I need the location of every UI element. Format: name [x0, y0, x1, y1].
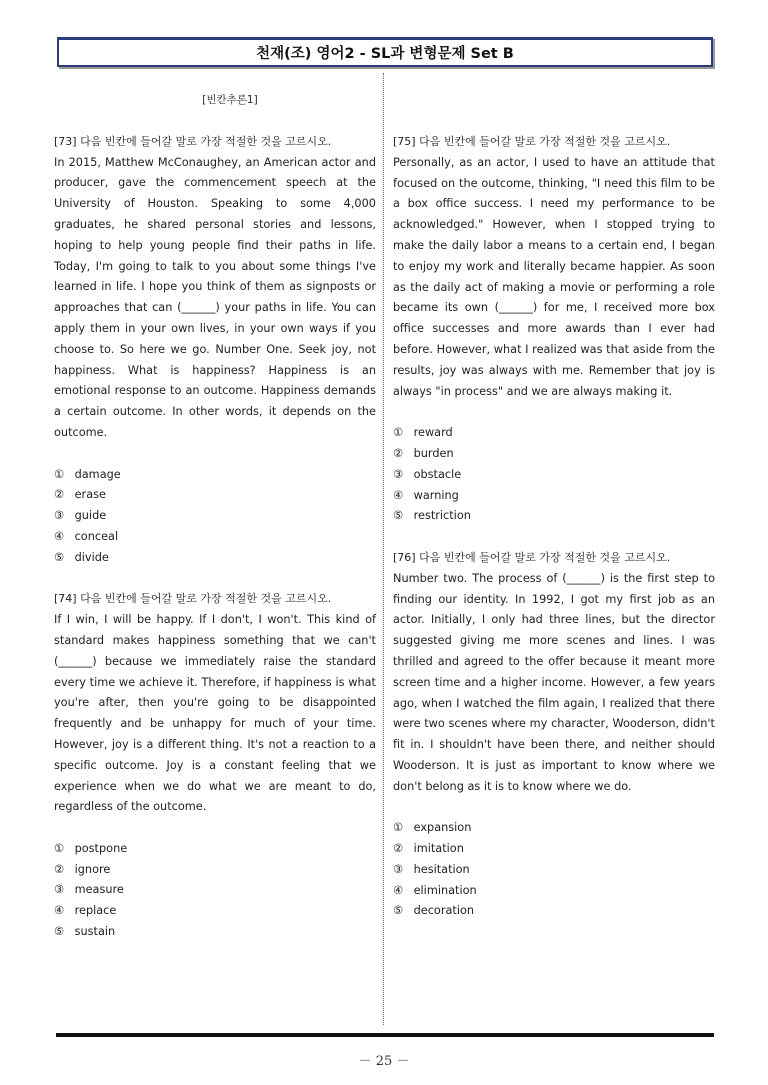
option-item[interactable] — [393, 818, 715, 839]
option-item[interactable] — [54, 506, 376, 527]
answer-options — [54, 839, 376, 943]
option-number: ④ — [393, 883, 404, 897]
option-number: ② — [54, 488, 65, 502]
section-label: [빈칸추론1] — [202, 94, 258, 106]
option-text: imitation — [413, 842, 464, 856]
option-number: ② — [54, 862, 65, 876]
answer-options — [393, 818, 715, 922]
option-item[interactable] — [54, 922, 376, 943]
option-item[interactable] — [393, 881, 715, 902]
option-text: postpone — [74, 841, 128, 855]
option-number: ⑤ — [393, 509, 404, 523]
option-number: ⑤ — [393, 904, 404, 918]
option-item[interactable] — [393, 901, 715, 922]
option-text: expansion — [413, 821, 472, 835]
option-item[interactable] — [54, 485, 376, 506]
question-passage: In 2015, Matthew McConaughey, an American actor and producer, gave the commencement speech at the University of Houston. Speaking to some 4,000 graduates, he shared personal stories and lessons, hoping to help young people find their paths in life. Today, I'm going to talk to you about some things I've learned in life. I hope you think of them as signposts or approaches that can (______) your paths in life. You can apply them in your own lives, in your own ways if you choose to. So here we go. Number One. Seek joy, not happiness. What is happiness? Happiness is an emotional response to an outcome. Happiness demands a certain outcome. In other words, it depends on the outcome. — [54, 155, 376, 439]
option-item[interactable] — [393, 465, 715, 486]
question-passage: If I win, I will be happy. If I don't, I won't. This kind of standard makes happiness something that we can't (______) because we immediately raise the standard every time we achieve it. Therefore, if happiness is what you're after, then you're going to be disappointed frequently and be unhappy for much of your time. However, joy is a different thing. It's not a reaction to a specific outcome. Joy is a constant feeling that we experience when we do what we are meant to do, regardless of the outcome. — [54, 613, 376, 814]
header-title: 천재(조) 영어2 - SL과 변형문제 Set B — [256, 46, 514, 62]
option-text: obstacle — [413, 467, 462, 481]
question-passage: Number two. The process of (______) is the first step to finding our identity. In 1992, I got my first job as an actor. Initially, I only had three lines, but the director suggested giving me more scenes and lines. I was thrilled and agreed to the offer because it meant more screen time and a higher income. However, a few years ago, when I watched the film again, I realized that there were two scenes where my character, Wooderson, didn't fit in. I shouldn't have been there, and neither should Wooderson. It is just as important to know where we don't belong as it is to know where we do. — [393, 571, 715, 793]
option-text: hesitation — [413, 862, 470, 876]
option-item[interactable] — [54, 548, 376, 569]
option-number: ② — [393, 842, 404, 856]
option-number: ① — [393, 426, 404, 440]
question-75 — [393, 132, 715, 527]
question-prompt: [74] 다음 빈칸에 들어갈 말로 가장 적절한 것을 고르시오. — [54, 592, 332, 606]
footer-rule — [56, 1033, 714, 1037]
option-item[interactable] — [393, 860, 715, 881]
option-number: ③ — [54, 883, 65, 897]
option-text: conceal — [74, 529, 119, 543]
option-item[interactable] — [393, 486, 715, 507]
option-item[interactable] — [393, 423, 715, 444]
option-item[interactable] — [393, 506, 715, 527]
column-divider — [383, 73, 384, 1025]
option-text: erase — [74, 488, 106, 502]
question-74 — [54, 589, 376, 943]
option-item[interactable] — [54, 860, 376, 881]
question-passage: Personally, as an actor, I used to have an attitude that focused on the outcome, thinking, "I need this film to be a box office success. I need my performance to be acknowledged." However, when I stopped trying to make the daily labor a means to a certain end, I began to enjoy my work and literally became happier. As soon as the daily act of making a movie or performing a role became its own (______) for me, I received more box office successes and more awards than I ever had before. However, what I realized was that aside from the results, joy was always with me. Remember that joy is always "in process" and we are always making it. — [393, 155, 715, 398]
spacer — [393, 527, 715, 548]
option-number: ④ — [54, 904, 65, 918]
option-text: damage — [74, 467, 121, 481]
question-76 — [393, 548, 715, 922]
left-column — [54, 90, 376, 943]
option-number: ③ — [393, 467, 404, 481]
option-text: warning — [413, 488, 459, 502]
option-text: replace — [74, 904, 117, 918]
option-text: divide — [74, 550, 109, 564]
option-text: reward — [413, 426, 453, 440]
question-prompt: [75] 다음 빈칸에 들어갈 말로 가장 적절한 것을 고르시오. — [393, 135, 671, 148]
option-text: burden — [413, 446, 454, 460]
option-text: guide — [74, 509, 107, 523]
option-text: restriction — [413, 509, 471, 523]
option-item[interactable] — [393, 839, 715, 860]
answer-options — [393, 423, 715, 527]
option-item[interactable] — [54, 839, 376, 860]
option-text: ignore — [74, 862, 111, 876]
page-number: － 25 － — [358, 1054, 410, 1069]
page-header — [57, 37, 713, 67]
option-number: ① — [54, 467, 65, 481]
question-prompt: [76] 다음 빈칸에 들어갈 말로 가장 적절한 것을 고르시오. — [393, 550, 671, 564]
option-number: ⑤ — [54, 925, 65, 939]
spacer — [54, 569, 376, 590]
option-text: elimination — [413, 883, 477, 897]
option-item[interactable] — [393, 444, 715, 465]
option-text: measure — [74, 883, 124, 897]
option-number: ① — [54, 841, 65, 855]
question-prompt: [73] 다음 빈칸에 들어갈 말로 가장 적절한 것을 고르시오. — [54, 134, 332, 148]
option-number: ① — [393, 821, 404, 835]
option-number: ③ — [54, 509, 65, 523]
option-item[interactable] — [54, 527, 376, 548]
option-item[interactable] — [54, 901, 376, 922]
question-73 — [54, 132, 376, 569]
option-number: ③ — [393, 862, 404, 876]
option-text: decoration — [413, 904, 475, 918]
option-number: ⑤ — [54, 550, 65, 564]
option-item[interactable] — [54, 465, 376, 486]
option-text: sustain — [74, 925, 116, 939]
answer-options — [54, 465, 376, 569]
option-number: ④ — [54, 529, 65, 543]
option-number: ④ — [393, 488, 404, 502]
option-number: ② — [393, 446, 404, 460]
option-item[interactable] — [54, 880, 376, 901]
right-column — [393, 132, 715, 922]
